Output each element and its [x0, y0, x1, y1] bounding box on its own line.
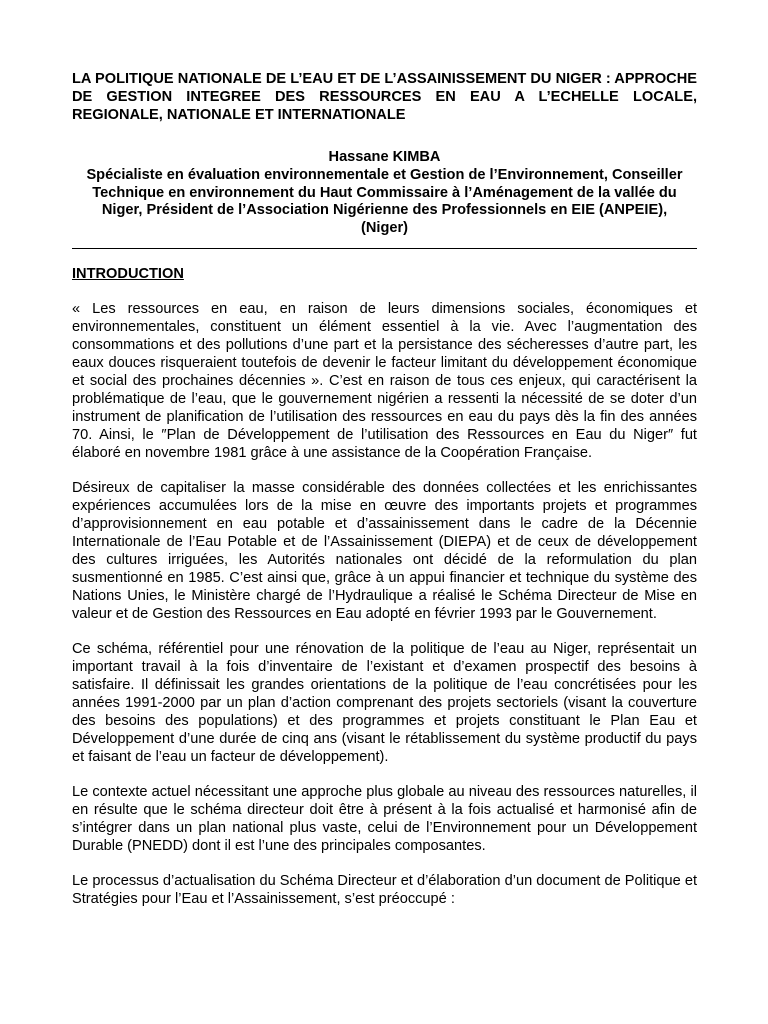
- section-heading-introduction: INTRODUCTION: [72, 265, 184, 282]
- paragraph: Le processus d’actualisation du Schéma Directeur et d’élaboration d’un document de Politique et Stratégies pour l’Eau et l’Assainissement, s’est préoccupé :: [72, 872, 697, 907]
- header-divider: [72, 248, 697, 249]
- author-block: [72, 149, 697, 238]
- author-affiliation-line: (Niger): [360, 220, 409, 237]
- author-affiliation-line: Niger, Président de l’Association Nigérienne des Professionnels en EIE (ANPEIE),: [101, 202, 668, 219]
- author-name: Hassane KIMBA: [328, 149, 441, 165]
- author-affiliation-line: Spécialiste en évaluation environnementale et Gestion de l’Environnement, Conseiller: [86, 166, 683, 183]
- document-page: [72, 70, 697, 908]
- author-affiliation-line: Technique en environnement du Haut Commissaire à l’Aménagement de la vallée du: [92, 184, 677, 201]
- document-title: LA POLITIQUE NATIONALE DE L’EAU ET DE L’ASSAINISSEMENT DU NIGER : APPROCHE DE GESTION INTEGREE DES RESSOURCES EN EAU A L’ECHELLE LOCALE, REGIONALE, NATIONALE ET INTERNATIONALE: [72, 71, 697, 123]
- paragraph: Le contexte actuel nécessitant une approche plus globale au niveau des ressources naturelles, il en résulte que le schéma directeur doit être à présent à la fois actualisé et harmonisé afin de s’intégrer dans un plan national plus vaste, celui de l’Environnement pour un Développement Durable (PNEDD) dont il est l’une des principales composantes.: [72, 783, 697, 854]
- paragraph: « Les ressources en eau, en raison de leurs dimensions sociales, économiques et environnementales, constituent un élément essentiel à la vie. Avec l’augmentation des consommations et des pollutions d’une part et la persistance des sécheresses d’autre part, les eaux douces risqueraient toutefois de devenir le facteur limitant du développement économique et social des prochaines décennies ». C’est en raison de tous ces enjeux, qui caractérisent la problématique de l’eau, que le gouvernement nigérien a ressenti la nécessité de se doter d’un instrument de planification de l’utilisation des ressources en eau du pays dès la fin des années 70. Ainsi, le ″Plan de Développement de l’utilisation des Ressources en Eau du Niger″ fut élaboré en novembre 1981 grâce à une assistance de la Coopération Française.: [72, 300, 697, 461]
- paragraph: Ce schéma, référentiel pour une rénovation de la politique de l’eau au Niger, représentait un important travail à la fois d’inventaire de l’existant et d’examen prospectif des besoins à satisfaire. Il définissait les grandes orientations de la politique de l’eau concrétisées pour les années 1991-2000 par un plan d’action comprenant des projets sectoriels (visant la couverture des besoins des populations) et des programmes et projets constituant le Plan Eau et Développement d’une durée de cinq ans (visant le rétablissement du système productif du pays et faisant de l’eau un facteur de développement).: [72, 640, 697, 765]
- paragraph: Désireux de capitaliser la masse considérable des données collectées et les enrichissantes expériences accumulées lors de la mise en œuvre des importants projets et programmes d’approvisionnement en eau potable et d’assainissement dans le cadre de la Décennie Internationale de l’Eau Potable et de l’Assainissement (DIEPA) et de ceux de développement des cultures irriguées, les Autorités nationales ont décidé de la reformulation du plan susmentionné en 1985. C’est ainsi que, grâce à un appui financier et technique du système des Nations Unies, le Ministère chargé de l’Hydraulique a réalisé le Schéma Directeur de Mise en valeur et de Gestion des Ressources en Eau adopté en février 1993 par le Gouvernement.: [72, 479, 697, 622]
